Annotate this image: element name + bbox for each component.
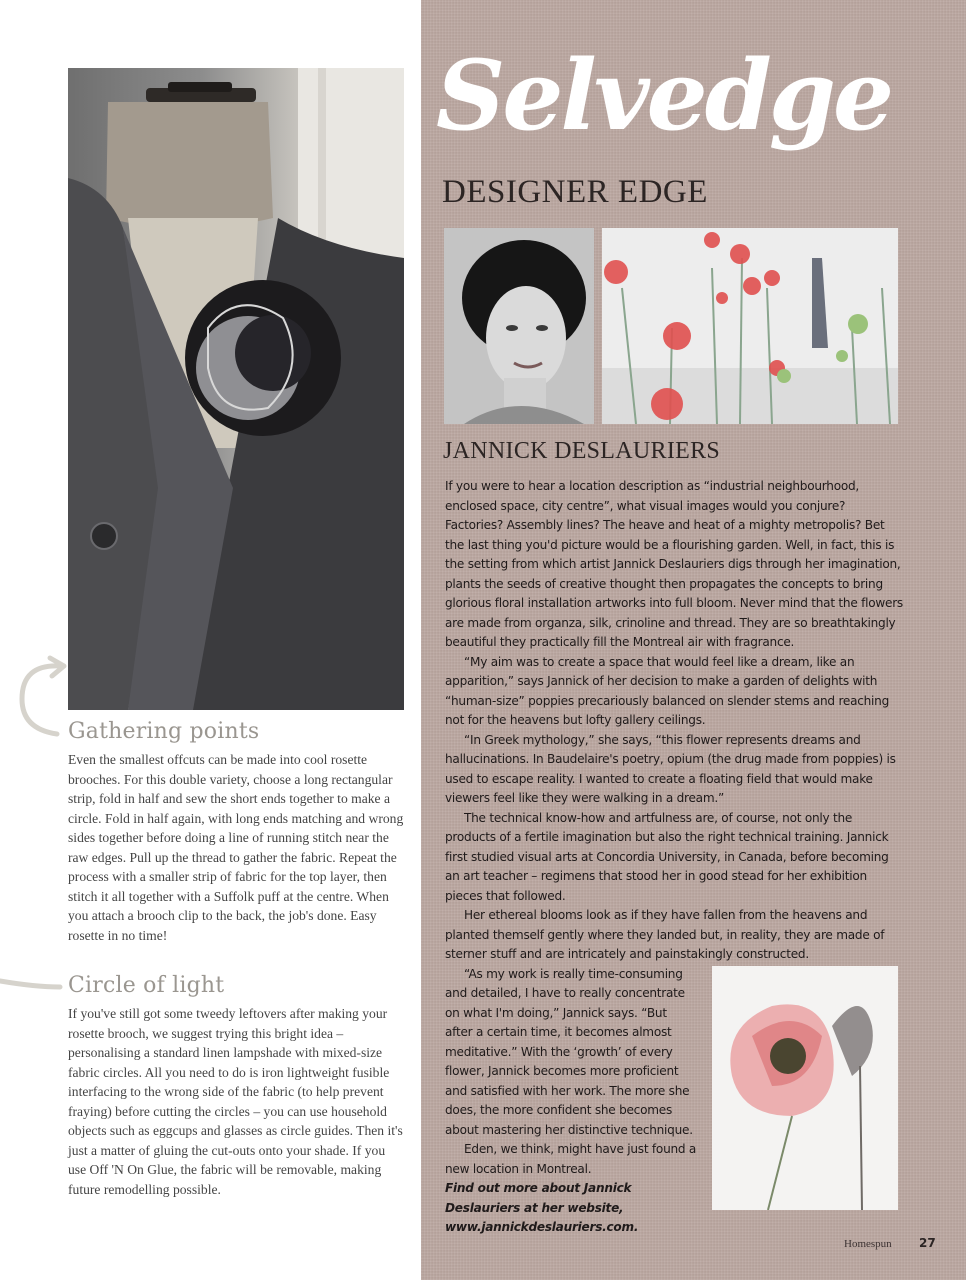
poppy-installation-illustration	[602, 228, 898, 424]
poppy-installation-photo	[602, 228, 898, 424]
portrait-illustration	[444, 228, 594, 424]
article-paragraph: If you were to hear a location description as “industrial neighbourhood, enclosed space, city centre”, what visual images would you conjure? Factories? Assembly lines? The heave and heat of a mighty metropolis? Bet the last thing you'd picture would be a flourishing garden. Well, in fact, this is the setting from which artist Jannick Deslauriers digs through her imagination, plants the seeds of creative thought then propagates the concepts to bring glorious floral installation artworks into full bloom. Never mind that the flowers are made from organza, silk, crinoline and thread. They are so breathtakingly beautiful they practically fill the Montreal air with fragrance.	[445, 479, 903, 649]
left-column	[0, 0, 420, 1280]
article-paragraph: “My aim was to create a space that would feel like a dream, like an apparition,” says Jannick of her decision to make a garden of delights with “human-size” poppies precariously balanced on slender stems and reaching not for the heavens but lofty gallery ceilings.	[445, 654, 890, 727]
article-paragraph: The technical know-how and artfulness are, of course, not only the products of a fertile imagination but also the right technical training. Jannick first studied visual arts at Concordia University, in Canada, before becoming an art teacher – regimens that stood her in good stead for her exhibition pieces that followed.	[445, 810, 889, 903]
section-text-gathering-points: Even the smallest offcuts can be made into cool rosette brooches. For this double variety, choose a long rectangular strip, fold in half and sew the short ends together to make a circle. Fold in half again, with long ends matching and wrong sides together before doing a line of running stitch near the raw edges. Pull up the thread to gather the fabric. Repeat the process with a smaller strip of fabric for the top layer, then stitch it all together with a Suffolk puff at the centre. When you attach a brooch clip to the back, the job's done. Easy rosette in no time!	[68, 752, 404, 943]
article-paragraph: “In Greek mythology,” she says, “this flower represents dreams and hallucinations. In Baudelaire's poetry, opium (the drug made from poppies) is used to escape reality. I wanted to create a floating field that would make viewers feel like they were walking in a dream.”	[445, 732, 896, 805]
artist-portrait-photo	[444, 228, 594, 424]
footer-magazine-name: Homespun	[844, 1238, 892, 1250]
article-paragraph: “As my work is really time-consuming and detailed, I have to really concentrate on what I'm doing,” Jannick says. “But after a certain time, it becomes almost meditative.” With the ‘growth’ of every flower, Jannick becomes more proficient and satisfied with her work. The more she does, the more confident she becomes about mastering her distinctive technique.	[445, 966, 693, 1137]
mannequin-illustration	[68, 68, 404, 710]
page-title: DESIGNER EDGE	[442, 174, 708, 210]
poppy-artwork-illustration	[712, 966, 898, 1210]
mannequin-brooch-photo	[68, 68, 404, 710]
section-text-circle-of-light: If you've still got some tweedy leftovers after making your rosette brooch, we suggest trying this bright idea – personalising a standard linen lampshade with mixed-size fabric circles. All you need to do is iron lightweight fusible interfacing to the wrong side of the fabric (to help prevent fraying) before cutting the circles – you can use household objects such as eggcups and glasses as circle guides. Then it's just a matter of gluing the cut-outs onto your shade. If you use Off 'N On Glue, the fabric will be removable, making future remodelling possible.	[68, 1006, 403, 1197]
arrow-line-icon	[0, 975, 64, 995]
page-number: 27	[919, 1236, 936, 1250]
poppy-artwork-photo	[712, 966, 898, 1210]
curved-arrow-icon	[12, 654, 72, 744]
section-title-circle-of-light: Circle of light	[68, 973, 225, 998]
brand-logo: Selvedge	[436, 39, 892, 152]
article-closing: Find out more about Jannick Deslauriers at her website, www.jannickdeslauriers.com.	[445, 1181, 639, 1234]
section-title-gathering-points: Gathering points	[68, 719, 260, 744]
article-paragraph: Her ethereal blooms look as if they have fallen from the heavens and planted themself gently where they landed but, in reality, they are made of sterner stuff and are intricately and painstakingly constructed.	[445, 908, 885, 961]
article-heading: JANNICK DESLAURIERS	[443, 438, 721, 464]
article-paragraph: Eden, we think, might have just found a new location in Montreal.	[445, 1142, 697, 1176]
